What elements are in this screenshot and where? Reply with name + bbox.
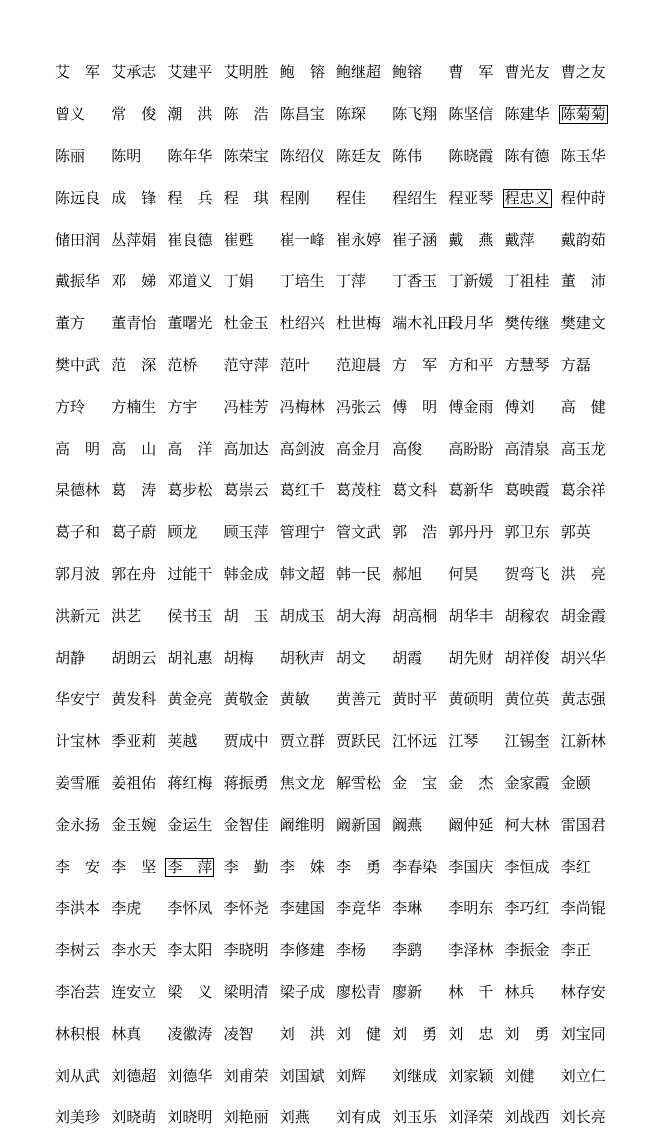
name-cell[interactable]: 李 姝: [279, 857, 325, 876]
name-cell[interactable]: 郭在舟: [111, 564, 157, 583]
name-cell[interactable]: 潮 洪: [167, 105, 213, 124]
name-cell[interactable]: 傅 明: [392, 397, 438, 416]
name-cell[interactable]: 程 兵: [167, 188, 213, 207]
name-cell[interactable]: 刘 忠: [448, 1024, 494, 1043]
name-cell[interactable]: 连安立: [111, 982, 157, 1001]
name-cell[interactable]: 高玉龙: [560, 439, 606, 458]
name-grid: [55, 52, 661, 1139]
name-cell[interactable]: 高加达: [223, 439, 269, 458]
name-cell[interactable]: 顾玉萍: [223, 523, 269, 542]
name-cell[interactable]: 刘国斌: [279, 1066, 325, 1085]
name-cell[interactable]: 黄善元: [335, 690, 381, 709]
name-cell[interactable]: 胡先财: [448, 648, 494, 667]
name-cell[interactable]: 李春染: [392, 857, 438, 876]
name-cell[interactable]: 过能干: [167, 564, 213, 583]
name-cell[interactable]: 陈建华: [504, 105, 550, 124]
name-cell[interactable]: 陈玉华: [560, 146, 606, 165]
name-cell[interactable]: 计宝林: [55, 732, 101, 751]
name-row: [55, 136, 661, 178]
name-cell[interactable]: 李巧红: [504, 899, 550, 918]
name-cell[interactable]: 管文武: [335, 523, 381, 542]
name-row: [55, 554, 661, 596]
name-cell[interactable]: 李 勇: [335, 857, 381, 876]
name-cell[interactable]: 胡兴华: [560, 648, 606, 667]
name-cell[interactable]: 胡华丰: [448, 606, 494, 625]
name-cell[interactable]: 丁培生: [279, 272, 325, 291]
name-cell[interactable]: 刘泽荣: [448, 1108, 494, 1127]
name-cell[interactable]: 贺弯飞: [504, 564, 550, 583]
name-cell[interactable]: 杜绍兴: [279, 314, 325, 333]
name-cell[interactable]: 洪 亮: [560, 564, 606, 583]
name-cell[interactable]: 艾承志: [111, 63, 157, 82]
name-cell[interactable]: 陈廷友: [335, 146, 381, 165]
name-cell[interactable]: 蒋振勇: [223, 773, 269, 792]
name-cell[interactable]: 鲍继超: [335, 63, 381, 82]
name-cell[interactable]: 陈远良: [55, 188, 101, 207]
name-cell[interactable]: 金家霞: [504, 773, 550, 792]
name-cell[interactable]: 崔子涵: [392, 230, 438, 249]
name-cell[interactable]: 李琳: [392, 899, 423, 918]
name-cell[interactable]: 郭丹丹: [448, 523, 494, 542]
name-row: [55, 637, 661, 679]
name-cell[interactable]: 陈荣宝: [223, 146, 269, 165]
name-cell[interactable]: 胡金霞: [560, 606, 606, 625]
name-cell[interactable]: 李怀尧: [223, 899, 269, 918]
name-cell[interactable]: 曹 军: [448, 63, 494, 82]
name-cell[interactable]: 刘晓明: [167, 1108, 213, 1127]
name-cell[interactable]: 李鹞: [392, 941, 423, 960]
name-cell[interactable]: 胡秋声: [279, 648, 325, 667]
name-row: [55, 1055, 661, 1097]
name-cell[interactable]: 崔永婷: [335, 230, 381, 249]
name-cell[interactable]: 金玉婉: [111, 815, 157, 834]
name-row: [55, 679, 661, 721]
name-cell[interactable]: 陈坚信: [448, 105, 494, 124]
name-cell[interactable]: 李尚锟: [560, 899, 606, 918]
name-cell[interactable]: 方磊: [560, 355, 591, 374]
name-cell[interactable]: 范守萍: [223, 355, 269, 374]
name-cell[interactable]: 戴 燕: [448, 230, 494, 249]
name-cell[interactable]: 江琴: [448, 732, 479, 751]
name-cell[interactable]: 葛崇云: [223, 481, 269, 500]
name-cell[interactable]: 高剑波: [279, 439, 325, 458]
name-cell[interactable]: 华安宁: [55, 690, 101, 709]
name-cell[interactable]: 葛余祥: [560, 481, 606, 500]
name-cell[interactable]: 冯桂芳: [223, 397, 269, 416]
name-cell[interactable]: 程亚琴: [448, 188, 494, 207]
name-cell[interactable]: 黄位英: [504, 690, 550, 709]
name-row: [55, 595, 661, 637]
name-cell[interactable]: 高清泉: [504, 439, 550, 458]
name-cell[interactable]: 陈飞翔: [392, 105, 438, 124]
name-cell[interactable]: 戴韵茹: [560, 230, 606, 249]
name-cell[interactable]: 李红: [560, 857, 591, 876]
name-cell[interactable]: 崔良德: [167, 230, 213, 249]
name-cell[interactable]: 方楠生: [111, 397, 157, 416]
name-cell[interactable]: 郝旭: [392, 564, 423, 583]
name-cell[interactable]: 高俊: [392, 439, 423, 458]
name-cell[interactable]: 李太阳: [167, 941, 213, 960]
name-cell-selected[interactable]: 李 萍: [167, 857, 213, 876]
name-cell[interactable]: 范 深: [111, 355, 157, 374]
name-cell[interactable]: 贾成中: [223, 732, 269, 751]
name-cell[interactable]: 邓 娣: [111, 272, 157, 291]
name-cell[interactable]: 陈绍仪: [279, 146, 325, 165]
name-cell[interactable]: 韩一民: [335, 564, 381, 583]
name-cell[interactable]: 林积根: [55, 1024, 101, 1043]
name-cell[interactable]: 杜世梅: [335, 314, 381, 333]
name-cell[interactable]: 焦文龙: [279, 773, 325, 792]
name-cell[interactable]: 阚仲延: [448, 815, 494, 834]
name-cell-selected[interactable]: 程忠义: [504, 188, 550, 207]
name-cell[interactable]: 李修建: [279, 941, 325, 960]
name-cell[interactable]: 刘从武: [55, 1066, 101, 1085]
name-cell[interactable]: 常 俊: [111, 105, 157, 124]
name-row: [55, 261, 661, 303]
name-row: [55, 930, 661, 972]
name-cell[interactable]: 刘 健: [335, 1024, 381, 1043]
name-cell[interactable]: 刘 勇: [504, 1024, 550, 1043]
name-cell[interactable]: 刘甫荣: [223, 1066, 269, 1085]
name-cell[interactable]: 洪艺: [111, 606, 142, 625]
name-cell[interactable]: 杲德林: [55, 481, 101, 500]
name-cell[interactable]: 金颐: [560, 773, 591, 792]
name-cell[interactable]: 葛茂柱: [335, 481, 381, 500]
name-cell[interactable]: 董青怡: [111, 314, 157, 333]
name-cell[interactable]: 方宇: [167, 397, 198, 416]
name-cell[interactable]: 葛 涛: [111, 481, 157, 500]
name-cell[interactable]: 范桥: [167, 355, 198, 374]
name-cell[interactable]: 刘健: [504, 1066, 535, 1085]
name-cell[interactable]: 季亚莉: [111, 732, 157, 751]
name-cell[interactable]: 李晓明: [223, 941, 269, 960]
name-cell[interactable]: 胡梅: [223, 648, 254, 667]
name-cell[interactable]: 李 安: [55, 857, 101, 876]
name-cell[interactable]: 林存安: [560, 982, 606, 1001]
name-cell[interactable]: 李杨: [335, 941, 366, 960]
name-cell[interactable]: 何昊: [448, 564, 479, 583]
name-cell[interactable]: 胡静: [55, 648, 86, 667]
name-cell[interactable]: 李竞华: [335, 899, 381, 918]
name-cell[interactable]: 杜金玉: [223, 314, 269, 333]
name-cell[interactable]: 樊传继: [504, 314, 550, 333]
name-cell[interactable]: 葛子和: [55, 523, 101, 542]
name-cell[interactable]: 郭英: [560, 523, 591, 542]
name-cell[interactable]: 程仲莳: [560, 188, 606, 207]
name-cell[interactable]: 黄敏: [279, 690, 310, 709]
name-cell[interactable]: 江怀远: [392, 732, 438, 751]
name-cell[interactable]: 方和平: [448, 355, 494, 374]
name-cell[interactable]: 江新林: [560, 732, 606, 751]
name-cell[interactable]: 方慧琴: [504, 355, 550, 374]
name-cell[interactable]: 傅金雨: [448, 397, 494, 416]
name-cell[interactable]: 陈有德: [504, 146, 550, 165]
name-row: [55, 470, 661, 512]
name-cell[interactable]: 段月华: [448, 314, 494, 333]
name-cell[interactable]: 金智佳: [223, 815, 269, 834]
name-cell[interactable]: 胡高桐: [392, 606, 438, 625]
name-cell[interactable]: 樊中武: [55, 355, 101, 374]
name-cell[interactable]: 陈丽: [55, 146, 86, 165]
name-cell[interactable]: 姜祖佑: [111, 773, 157, 792]
name-cell[interactable]: 刘长亮: [560, 1108, 606, 1127]
name-cell[interactable]: 金 杰: [448, 773, 494, 792]
name-cell[interactable]: 樊建文: [560, 314, 606, 333]
name-cell[interactable]: 黄志强: [560, 690, 606, 709]
name-cell[interactable]: 端木礼田: [392, 314, 453, 333]
name-cell[interactable]: 雷国君: [560, 815, 606, 834]
name-cell[interactable]: 程刚: [279, 188, 310, 207]
name-cell[interactable]: 姜雪雁: [55, 773, 101, 792]
name-cell[interactable]: 李洪本: [55, 899, 101, 918]
name-cell[interactable]: 黄时平: [392, 690, 438, 709]
name-cell[interactable]: 刘有成: [335, 1108, 381, 1127]
name-cell[interactable]: 刘战西: [504, 1108, 550, 1127]
name-cell[interactable]: 陈昌宝: [279, 105, 325, 124]
name-cell[interactable]: 梁 义: [167, 982, 213, 1001]
name-cell[interactable]: 程 琪: [223, 188, 269, 207]
name-cell[interactable]: 葛文科: [392, 481, 438, 500]
name-cell[interactable]: 胡礼惠: [167, 648, 213, 667]
name-cell[interactable]: 成 锋: [111, 188, 157, 207]
name-cell[interactable]: 曹之友: [560, 63, 606, 82]
name-cell[interactable]: 贾立群: [279, 732, 325, 751]
name-cell[interactable]: 刘宝同: [560, 1024, 606, 1043]
name-cell[interactable]: 刘晓萌: [111, 1108, 157, 1127]
name-cell[interactable]: 李正: [560, 941, 591, 960]
name-row: [55, 345, 661, 387]
name-row: [55, 512, 661, 554]
name-cell[interactable]: 崔一峰: [279, 230, 325, 249]
name-cell[interactable]: 郭 浩: [392, 523, 438, 542]
name-cell[interactable]: 梁明清: [223, 982, 269, 1001]
name-cell[interactable]: 黄敬金: [223, 690, 269, 709]
name-cell[interactable]: 葛红千: [279, 481, 325, 500]
name-cell[interactable]: 黄金亮: [167, 690, 213, 709]
name-cell[interactable]: 郭卫东: [504, 523, 550, 542]
name-row: [55, 94, 661, 136]
name-cell[interactable]: 程佳: [335, 188, 366, 207]
name-cell[interactable]: 董 沛: [560, 272, 606, 291]
name-row: [55, 52, 661, 94]
name-cell[interactable]: 董曙光: [167, 314, 213, 333]
name-row: [55, 1097, 661, 1139]
name-cell[interactable]: 韩文超: [279, 564, 325, 583]
name-row: [55, 888, 661, 930]
name-cell[interactable]: 刘家颖: [448, 1066, 494, 1085]
name-cell[interactable]: 傅刘: [504, 397, 535, 416]
name-cell[interactable]: 高 明: [55, 439, 101, 458]
name-cell[interactable]: 刘艳丽: [223, 1108, 269, 1127]
name-cell[interactable]: 刘美珍: [55, 1108, 101, 1127]
name-cell[interactable]: 刘 勇: [392, 1024, 438, 1043]
name-row: [55, 386, 661, 428]
name-cell[interactable]: 方 军: [392, 355, 438, 374]
name-cell[interactable]: 艾建平: [167, 63, 213, 82]
name-cell[interactable]: 高 健: [560, 397, 606, 416]
name-cell[interactable]: 戴萍: [504, 230, 535, 249]
name-row: [55, 303, 661, 345]
name-cell[interactable]: 胡祥俊: [504, 648, 550, 667]
name-cell[interactable]: 葛子蔚: [111, 523, 157, 542]
name-cell[interactable]: 黄发科: [111, 690, 157, 709]
name-cell[interactable]: 刘 洪: [279, 1024, 325, 1043]
name-cell[interactable]: 戴振华: [55, 272, 101, 291]
name-cell[interactable]: 胡稼农: [504, 606, 550, 625]
name-cell[interactable]: 胡霞: [392, 648, 423, 667]
name-cell[interactable]: 李虎: [111, 899, 142, 918]
name-cell[interactable]: 刘德超: [111, 1066, 157, 1085]
name-cell[interactable]: 刘德华: [167, 1066, 213, 1085]
name-cell[interactable]: 韩金成: [223, 564, 269, 583]
name-cell[interactable]: 艾 军: [55, 63, 101, 82]
name-cell[interactable]: 管理宁: [279, 523, 325, 542]
name-cell[interactable]: 高 山: [111, 439, 157, 458]
name-cell[interactable]: 葛步松: [167, 481, 213, 500]
name-cell[interactable]: 胡成玉: [279, 606, 325, 625]
name-cell[interactable]: 林 千: [448, 982, 494, 1001]
name-cell[interactable]: 荚越: [167, 732, 198, 751]
name-cell[interactable]: 鲍 镕: [279, 63, 325, 82]
name-cell[interactable]: 方玲: [55, 397, 86, 416]
name-row: [55, 804, 661, 846]
name-row: [55, 1013, 661, 1055]
name-cell[interactable]: 范叶: [279, 355, 310, 374]
name-cell[interactable]: 葛新华: [448, 481, 494, 500]
name-row: [55, 219, 661, 261]
name-cell[interactable]: 陈晓霞: [448, 146, 494, 165]
name-cell[interactable]: 鲍镕: [392, 63, 423, 82]
name-cell[interactable]: 解雪松: [335, 773, 381, 792]
name-cell[interactable]: 李泽林: [448, 941, 494, 960]
name-cell[interactable]: 李建国: [279, 899, 325, 918]
name-cell[interactable]: 凌徽涛: [167, 1024, 213, 1043]
name-cell[interactable]: 董方: [55, 314, 86, 333]
name-cell[interactable]: 冯梅林: [279, 397, 325, 416]
name-cell[interactable]: 李怀凤: [167, 899, 213, 918]
name-cell[interactable]: 胡朗云: [111, 648, 157, 667]
name-cell[interactable]: 顾龙: [167, 523, 198, 542]
name-cell[interactable]: 李水天: [111, 941, 157, 960]
name-cell[interactable]: 郭月波: [55, 564, 101, 583]
name-cell[interactable]: 刘玉乐: [392, 1108, 438, 1127]
name-cell[interactable]: 林兵: [504, 982, 535, 1001]
name-cell[interactable]: 陈 浩: [223, 105, 269, 124]
name-cell[interactable]: 柯大林: [504, 815, 550, 834]
name-cell[interactable]: 胡 玉: [223, 606, 269, 625]
name-cell[interactable]: 曹光友: [504, 63, 550, 82]
name-cell[interactable]: 刘辉: [335, 1066, 366, 1085]
name-cell[interactable]: 陈年华: [167, 146, 213, 165]
name-cell[interactable]: 李国庆: [448, 857, 494, 876]
name-row: [55, 972, 661, 1014]
name-cell[interactable]: 刘继成: [392, 1066, 438, 1085]
name-cell[interactable]: 刘立仁: [560, 1066, 606, 1085]
name-cell[interactable]: 丁香玉: [392, 272, 438, 291]
name-cell[interactable]: 廖新: [392, 982, 423, 1001]
name-cell[interactable]: 程绍生: [392, 188, 438, 207]
name-cell[interactable]: 凌智: [223, 1024, 254, 1043]
name-cell[interactable]: 李树云: [55, 941, 101, 960]
name-cell[interactable]: 葛映霞: [504, 481, 550, 500]
name-cell[interactable]: 曾义: [55, 105, 86, 124]
name-cell[interactable]: 李振金: [504, 941, 550, 960]
name-cell[interactable]: 胡文: [335, 648, 366, 667]
name-cell[interactable]: 范迎晨: [335, 355, 381, 374]
name-cell[interactable]: 金永扬: [55, 815, 101, 834]
name-cell-selected[interactable]: 陈菊菊: [560, 105, 606, 124]
name-cell[interactable]: 林真: [111, 1024, 142, 1043]
name-cell[interactable]: 冯张云: [335, 397, 381, 416]
name-cell[interactable]: 胡大海: [335, 606, 381, 625]
name-row: [55, 177, 661, 219]
name-cell[interactable]: 金 宝: [392, 773, 438, 792]
name-cell[interactable]: 廖松青: [335, 982, 381, 1001]
name-cell[interactable]: 陈琛: [335, 105, 366, 124]
name-row: [55, 428, 661, 470]
name-row: [55, 763, 661, 805]
name-cell[interactable]: 丛萍娟: [111, 230, 157, 249]
name-cell[interactable]: 丁娟: [223, 272, 254, 291]
name-cell[interactable]: 刘燕: [279, 1108, 310, 1127]
name-cell[interactable]: 蒋红梅: [167, 773, 213, 792]
name-cell[interactable]: 李冶芸: [55, 982, 101, 1001]
name-cell[interactable]: 陈伟: [392, 146, 423, 165]
name-cell[interactable]: 丁萍: [335, 272, 366, 291]
name-cell[interactable]: 侯书玉: [167, 606, 213, 625]
name-cell[interactable]: 梁子成: [279, 982, 325, 1001]
name-cell[interactable]: 艾明胜: [223, 63, 269, 82]
name-cell[interactable]: 阚维明: [279, 815, 325, 834]
name-cell[interactable]: 陈明: [111, 146, 142, 165]
name-cell[interactable]: 黄硕明: [448, 690, 494, 709]
name-cell[interactable]: 李明东: [448, 899, 494, 918]
name-cell[interactable]: 丁新媛: [448, 272, 494, 291]
name-cell[interactable]: 阚新国: [335, 815, 381, 834]
name-cell[interactable]: 李 坚: [111, 857, 157, 876]
name-cell[interactable]: 邓道义: [167, 272, 213, 291]
name-row: [55, 846, 661, 888]
name-cell[interactable]: 阚燕: [392, 815, 423, 834]
name-cell[interactable]: 高盼盼: [448, 439, 494, 458]
name-cell[interactable]: 高金月: [335, 439, 381, 458]
name-cell[interactable]: 储田润: [55, 230, 101, 249]
name-cell[interactable]: 金运生: [167, 815, 213, 834]
name-cell[interactable]: 江锡奎: [504, 732, 550, 751]
name-cell[interactable]: 丁祖桂: [504, 272, 550, 291]
name-cell[interactable]: 李恒成: [504, 857, 550, 876]
name-cell[interactable]: 李 勤: [223, 857, 269, 876]
name-cell[interactable]: 洪新元: [55, 606, 101, 625]
name-row: [55, 721, 661, 763]
name-cell[interactable]: 贾跃民: [335, 732, 381, 751]
name-cell[interactable]: 高 洋: [167, 439, 213, 458]
name-cell[interactable]: 崔甦: [223, 230, 254, 249]
